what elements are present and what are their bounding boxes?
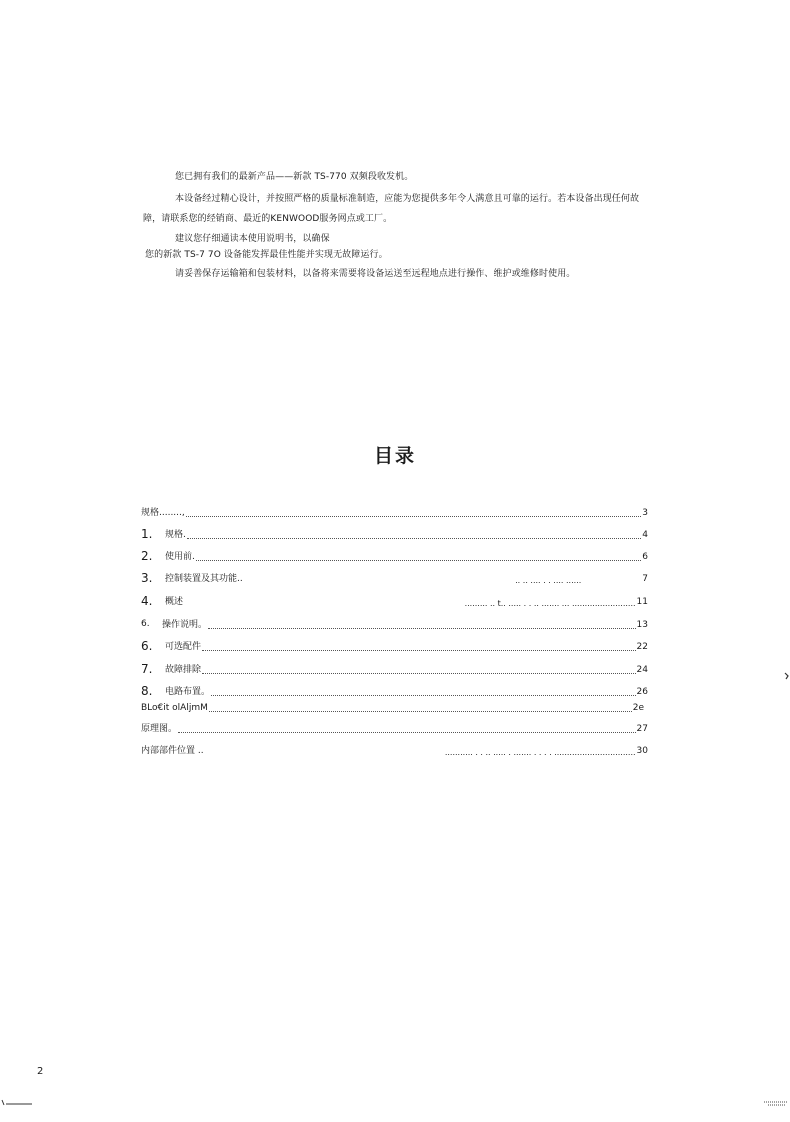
- intro-line: 障，请联系您的经销商、最近的KENWOOD服务网点或工厂。: [143, 214, 393, 224]
- toc-entry-page: 24: [636, 665, 648, 675]
- toc-leader-dots: [187, 530, 641, 539]
- toc-leader-dots: .. .. .... . . .... ......: [515, 576, 582, 583]
- scan-artifact-left: [0, 1096, 36, 1108]
- toc-entry[interactable]: [141, 615, 648, 631]
- toc-entry-page: 11: [636, 597, 648, 607]
- toc-entry-label: BLo€it olAljmM: [141, 703, 208, 713]
- toc-leader-dots: [178, 724, 636, 733]
- toc-entry-label: 可选配件: [165, 642, 202, 652]
- toc-entry-page: 30: [636, 746, 648, 756]
- toc-entry-label: 原理图。: [141, 724, 178, 734]
- toc-entry-page: 2e: [632, 703, 644, 713]
- toc-leader-dots: [196, 552, 641, 561]
- scan-artifact-right: [760, 1096, 790, 1110]
- toc-entry-page: 3: [642, 508, 648, 518]
- toc-leader-dots: [202, 665, 636, 674]
- intro-line: 您已拥有我们的最新产品——新款 TS-770 双频段收发机。: [175, 172, 414, 182]
- toc-entry[interactable]: [141, 741, 648, 757]
- toc-entry-label: 控制装置及其功能..: [165, 574, 243, 584]
- toc-entry-label: 规格........,: [141, 508, 185, 518]
- toc-entry-page: 6: [642, 552, 648, 562]
- toc-entry-page: 4: [642, 530, 648, 540]
- toc-entry-number: 7.: [141, 662, 153, 676]
- toc-entry[interactable]: [141, 682, 648, 698]
- toc-leader-dots: ........... . . .. ..... . ....... . . . . ................................: [444, 748, 636, 755]
- toc-entry-label: 使用前.: [165, 552, 195, 562]
- scan-artifact-edge: [784, 672, 790, 680]
- toc-entry-page: 22: [636, 642, 648, 652]
- toc-leader-dots: ......... .. t.. ..... . . .. ....... ... .........................: [464, 599, 636, 606]
- toc-leader-dots: [208, 620, 636, 629]
- toc-entry-number: 6.: [141, 639, 153, 653]
- toc-entry[interactable]: [141, 569, 648, 585]
- toc-entry-page: 27: [636, 724, 648, 734]
- toc-entry-number: 6.: [141, 619, 150, 629]
- toc-entry-number: 8.: [141, 684, 153, 698]
- toc-entry-page: 13: [636, 620, 648, 630]
- intro-line: 本设备经过精心设计，并按照严格的质量标准制造，应能为您提供多年令人满意且可靠的运行。若本设备出现任何故: [175, 194, 640, 204]
- toc-entry[interactable]: [141, 525, 648, 541]
- toc-entry-number: 3.: [141, 571, 153, 585]
- page-number: 2: [37, 1066, 44, 1077]
- toc-entry[interactable]: [141, 660, 648, 676]
- toc-entry[interactable]: [141, 719, 648, 735]
- toc-entry[interactable]: [141, 503, 648, 519]
- toc-title: 目录: [373, 445, 416, 467]
- toc-entry-label: 电路布置。: [165, 687, 211, 697]
- toc-leader-dots: [209, 703, 632, 712]
- toc-entry-label: 内部部件位置 ..: [141, 746, 204, 756]
- intro-line: 请妥善保存运输箱和包装材料，以备将来需要将设备运送至远程地点进行操作、维护或维修时使用。: [175, 269, 576, 279]
- toc-entry[interactable]: [141, 637, 648, 653]
- toc-leader-dots: [186, 508, 642, 517]
- intro-line: 您的新款 TS-7 7O 设备能发挥最佳性能并实现无故障运行。: [145, 250, 388, 260]
- intro-line: 建议您仔细通读本使用说明书，以确保: [175, 234, 330, 244]
- toc-entry-number: 2.: [141, 549, 153, 563]
- toc-entry[interactable]: [141, 592, 648, 608]
- toc-entry-label: 概述: [165, 597, 184, 607]
- toc-entry-label: 操作说明。: [162, 620, 208, 630]
- toc-leader-dots: [202, 642, 636, 651]
- toc-entry-label: 规格.: [165, 530, 186, 540]
- toc-entry[interactable]: [141, 547, 648, 563]
- toc-entry-page: 7: [642, 574, 648, 584]
- toc-entry-label: 故障排除: [165, 665, 202, 675]
- toc-leader-dots: [211, 687, 636, 696]
- toc-entry-number: 4.: [141, 594, 153, 608]
- toc-entry[interactable]: [141, 698, 644, 714]
- toc-entry-page: 26: [636, 687, 648, 697]
- toc-entry-number: 1.: [141, 527, 153, 541]
